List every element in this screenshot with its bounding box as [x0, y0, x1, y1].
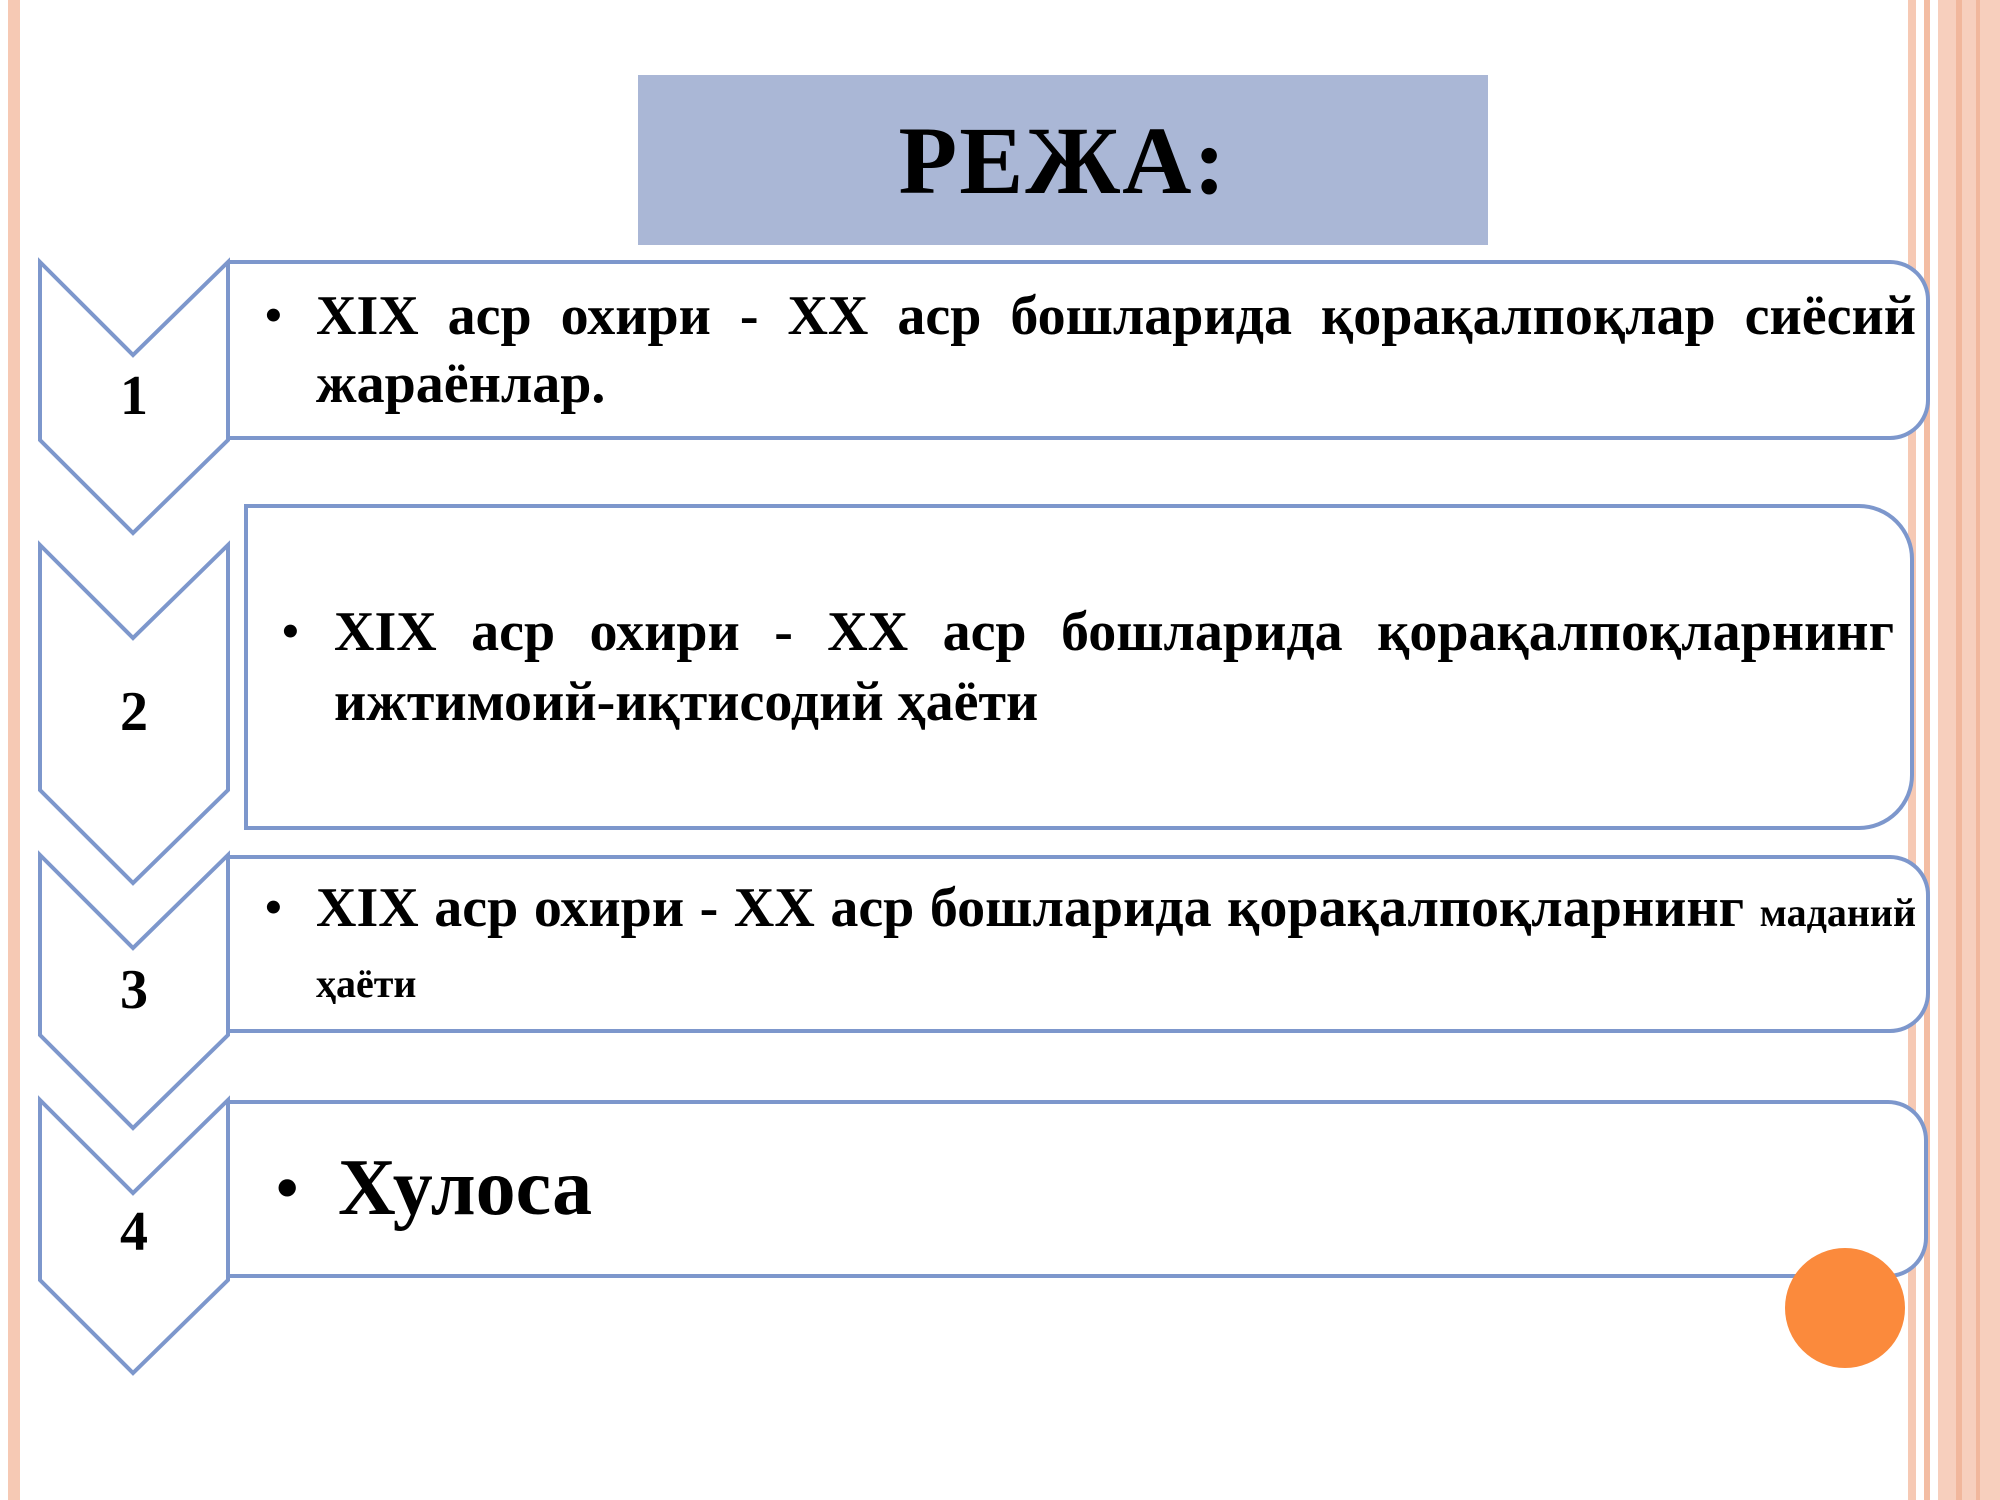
step-number-3: 3 — [120, 959, 148, 1021]
bullet: • — [265, 881, 282, 934]
bullet: • — [276, 1152, 299, 1223]
step-chevrons — [0, 0, 260, 1500]
step-number-2: 2 — [120, 681, 148, 743]
decorative-orange-circle — [1785, 1248, 1905, 1368]
step-number-1: 1 — [120, 365, 148, 427]
slide-title: РЕЖА: — [898, 106, 1228, 214]
right-decor-stripe — [1956, 0, 1962, 1500]
plan-item-text-1: XIX аср охири - XX аср бошларида қорақалпоқлар сиёсий жараёнлар. — [316, 285, 1916, 415]
right-decor-stripe — [1924, 0, 1930, 1500]
plan-item-text-4: Хулоса — [338, 1144, 593, 1232]
plan-item-text-2: XIX аср охири - XX аср бошларида қорақалпоқларнинг ижтимоий-иқтисодий ҳаёти — [334, 601, 1894, 733]
right-decor-stripe — [1976, 0, 1980, 1500]
plan-item-text-3-small: маданий ҳаёти — [316, 890, 1917, 1006]
plan-item-text-3-main: XIX аср охири - XX аср бошларида қорақалпоқларнинг — [316, 877, 1745, 939]
title-banner — [638, 75, 1488, 245]
bullet: • — [265, 289, 282, 342]
step-number-4: 4 — [120, 1201, 148, 1263]
plan-item-text-3 — [316, 875, 1916, 1017]
bullet: • — [282, 605, 299, 658]
right-decor-band — [1938, 0, 2000, 1500]
